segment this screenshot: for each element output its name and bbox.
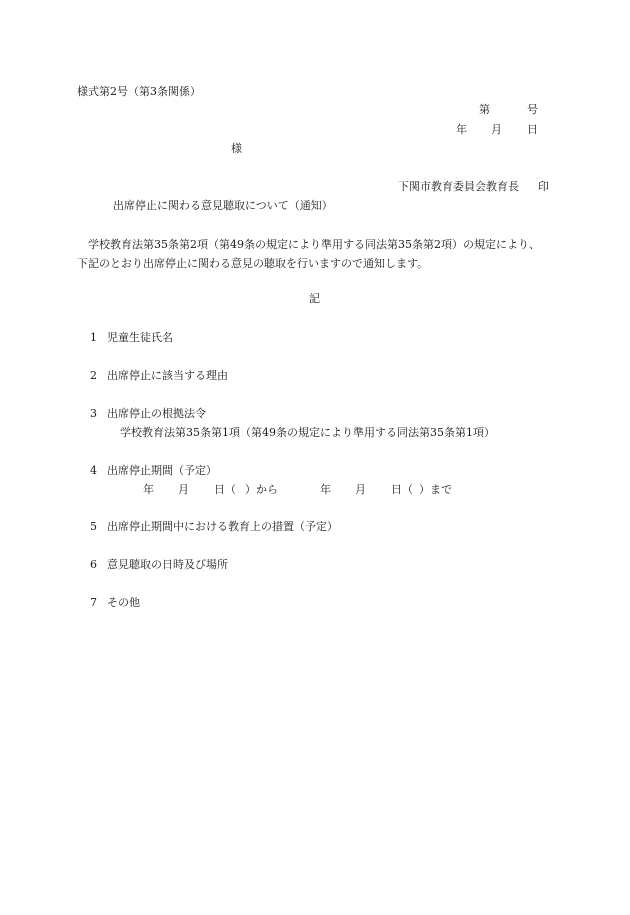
body-line-2: 下記のとおり出席停止に関わる意見の聴取を行いますので通知します。 — [77, 257, 429, 270]
item-number: 7 — [90, 596, 97, 609]
item-number: 4 — [90, 464, 97, 477]
document-title: 出席停止に関わる意見聴取について（通知） — [113, 199, 333, 212]
date-year: 年 — [456, 123, 467, 136]
item-label: 児童生徒氏名 — [107, 331, 173, 344]
addressee-suffix: 様 — [231, 142, 242, 155]
form-label: 様式第2号（第3条関係） — [77, 85, 201, 98]
period-start-day: 日（ — [214, 483, 236, 496]
item-number: 2 — [90, 369, 97, 382]
item-label: その他 — [107, 596, 140, 609]
number-gou: 号 — [527, 103, 538, 116]
period-end-month: 月 — [355, 483, 366, 496]
item-number: 1 — [90, 331, 97, 344]
item-label: 出席停止に該当する理由 — [107, 369, 228, 382]
period-start-year: 年 — [143, 483, 154, 496]
number-dai: 第 — [479, 103, 490, 116]
period-from: ）から — [245, 483, 278, 496]
item-number: 6 — [90, 558, 97, 571]
body-line-1: 学校教育法第35条第2項（第49条の規定により準用する同法第35条第2項）の規定により、 — [88, 238, 540, 251]
item-number: 3 — [90, 407, 97, 420]
item-label: 出席停止の根拠法令 — [107, 407, 206, 420]
period-end-day: 日（ — [391, 483, 413, 496]
item-label: 出席停止期間（予定） — [107, 464, 217, 477]
item-label: 意見聴取の日時及び場所 — [107, 558, 228, 571]
item-number: 5 — [90, 520, 97, 533]
period-end-year: 年 — [320, 483, 331, 496]
date-month: 月 — [491, 123, 502, 136]
sender-name: 下関市教育委員会教育長 — [398, 180, 519, 193]
item-label: 出席停止期間中における教育上の措置（予定） — [107, 520, 338, 533]
seal-mark: 印 — [538, 180, 549, 193]
date-day: 日 — [527, 123, 538, 136]
ki-heading: 記 — [309, 292, 320, 305]
item-sub-text: 学校教育法第35条第1項（第49条の規定により準用する同法第35条第1項） — [120, 426, 495, 439]
period-to: ）まで — [419, 483, 452, 496]
period-start-month: 月 — [178, 483, 189, 496]
